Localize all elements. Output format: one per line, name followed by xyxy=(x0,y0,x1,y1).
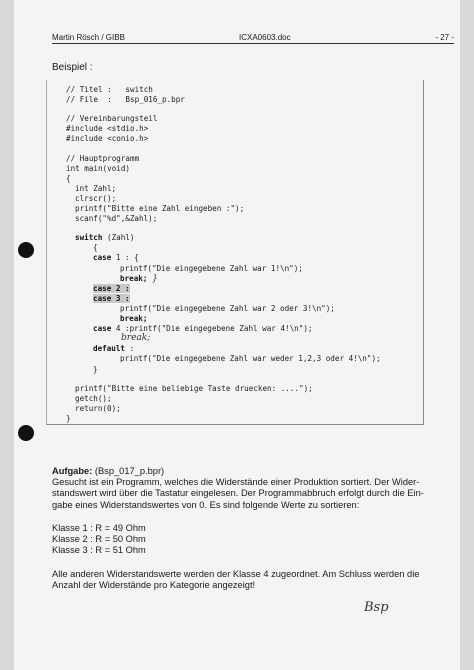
class-list xyxy=(52,523,146,557)
code-case1-break-line xyxy=(120,274,158,284)
code-break-keyword: break; xyxy=(120,274,148,283)
code-include-stdio: #include <stdio.h> xyxy=(66,124,149,133)
code-scanf: scanf("%d",&Zahl); xyxy=(75,214,158,223)
code-case4-rest: 4 :printf("Die eingegebene Zahl war 4!\n"); xyxy=(111,324,313,333)
code-include-conio: #include <conio.h> xyxy=(66,134,149,143)
punch-hole-bottom xyxy=(18,425,34,441)
code-case23-printf: printf("Die eingegebene Zahl war 2 oder 3!\n"); xyxy=(120,304,335,313)
code-switch-open: { xyxy=(93,243,98,252)
code-case4-keyword: case xyxy=(93,324,112,333)
header-page-number: - 27 - xyxy=(435,33,454,42)
code-decl-int: int Zahl; xyxy=(75,184,117,193)
example-heading: Beispiel : xyxy=(52,62,93,73)
code-case2 xyxy=(93,284,130,294)
code-comment-decl: // Vereinbarungsteil xyxy=(66,114,158,123)
code-printf-any-key: printf("Bitte eine beliebige Taste druecken: ...."); xyxy=(75,384,313,393)
code-printf-prompt: printf("Bitte eine Zahl eingeben :"); xyxy=(75,204,245,213)
code-case3 xyxy=(93,294,130,304)
code-case1-line xyxy=(93,253,139,263)
task-title-line xyxy=(52,466,447,477)
task-paragraph xyxy=(52,466,447,511)
code-handwritten-brace: } xyxy=(152,274,158,284)
task-file: (Bsp_017_p.bpr) xyxy=(92,466,165,476)
remark-line-1: Alle anderen Widerstandswerte werden der Klasse 4 zugeordnet. Am Schluss werden die xyxy=(52,569,420,579)
code-default-line xyxy=(93,344,134,354)
code-case1-printf: printf("Die eingegebene Zahl war 1!\n"); xyxy=(120,264,303,273)
code-case23-break: break; xyxy=(120,314,148,323)
remark-paragraph xyxy=(52,569,447,591)
code-switch-line xyxy=(75,233,134,243)
header-divider xyxy=(52,43,454,44)
code-case1-rest: 1 : { xyxy=(111,253,139,262)
code-default-printf: printf("Die eingegebene Zahl war weder 1,2,3 oder 4!\n"); xyxy=(120,354,381,363)
code-switch-arg: (Zahl) xyxy=(102,233,135,242)
task-line-2: standswert wird über die Tastatur eingelesen. Der Programmabbruch erfolgt durch die Ein- xyxy=(52,488,424,499)
code-main-signature: int main(void) xyxy=(66,164,131,173)
code-comment-main: // Hauptprogramm xyxy=(66,154,140,163)
code-return: return(0); xyxy=(75,404,121,413)
code-getch: getch(); xyxy=(75,394,112,403)
code-case-keyword: case xyxy=(93,253,112,262)
code-case2-text: case 2 : xyxy=(93,284,130,293)
code-case3-text: case 3 : xyxy=(93,294,130,303)
remark-line-2: Anzahl der Widerstände pro Kategorie angezeigt! xyxy=(52,580,256,591)
header-filename: ICXA0603.doc xyxy=(239,33,291,42)
code-handwritten-break: break; xyxy=(121,333,151,343)
code-switch-keyword: switch xyxy=(75,233,103,242)
code-default-rest: : xyxy=(125,344,135,353)
task-line-1: Gesucht ist ein Programm, welches die Widerstände einer Produktion sortiert. Der Wider- xyxy=(52,477,420,488)
punch-hole-top xyxy=(18,242,34,258)
handwritten-signature: Bsp xyxy=(364,600,389,615)
task-title: Aufgabe: xyxy=(52,466,93,476)
code-open-brace: { xyxy=(66,174,71,183)
code-comment-file: // File : Bsp_016_p.bpr xyxy=(66,95,185,104)
code-clrscr: clrscr(); xyxy=(75,194,117,203)
class-item-1: Klasse 1 : R = 49 Ohm xyxy=(52,523,146,533)
class-item-2: Klasse 2 : R = 50 Ohm xyxy=(52,534,146,545)
header-author: Martin Rösch / GIBB xyxy=(52,33,125,42)
code-close-brace: } xyxy=(66,414,71,423)
code-default-keyword: default xyxy=(93,344,126,353)
document-page xyxy=(14,0,460,670)
task-line-3: gabe eines Widerstandswertes von 0. Es sind folgende Werte zu sortieren: xyxy=(52,499,360,510)
code-comment-title: // Titel : switch xyxy=(66,85,153,94)
class-item-3: Klasse 3 : R = 51 Ohm xyxy=(52,545,146,556)
code-switch-close: } xyxy=(93,365,98,374)
